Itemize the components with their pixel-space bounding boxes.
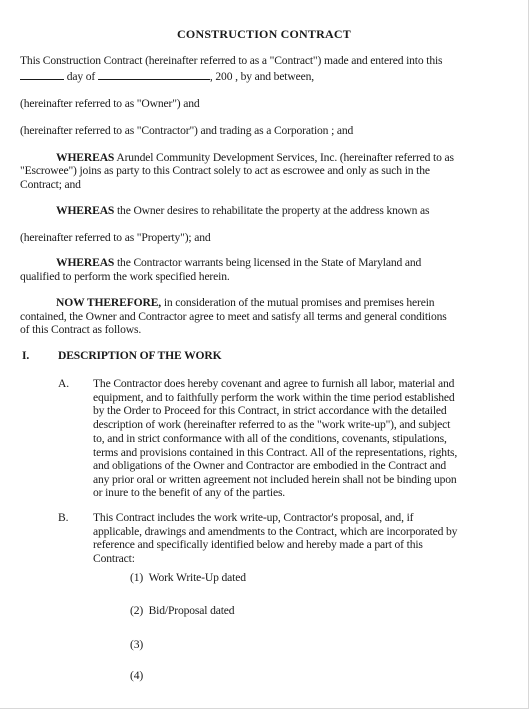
list-item-number: (3) [130, 638, 144, 651]
whereas-3-text: the Contractor warrants being licensed in the State of Maryland and [116, 256, 422, 269]
whereas-3-line-1 [56, 256, 421, 270]
clause-a-line: description of work (hereinafter referred to as the "work write-up"), and subject [93, 418, 451, 431]
clause-a-line: to, and in strict conformance with all of the conditions, covenants, stipulations, [93, 432, 447, 445]
property-line: (hereinafter referred to as "Property"); and [20, 231, 211, 244]
clause-b-line: applicable, drawings and amendments to the Contract, which are incorporated by [93, 525, 458, 538]
whereas-2-line-1 [56, 204, 429, 218]
list-item [130, 571, 246, 585]
list-item [130, 604, 234, 618]
clause-a-line: by the Order to Proceed for this Contract, in strict accordance with the detailed [93, 404, 447, 417]
list-item-text: Work Write-Up dated [148, 571, 246, 584]
clause-b-line: This Contract includes the work write-up, Contractor's proposal, and, if [93, 511, 414, 524]
now-therefore-line-1 [56, 296, 434, 310]
whereas-3-line-2: qualified to perform the work specified herein. [20, 270, 230, 283]
clause-b-line: reference and specifically identified below and hereby made a part of this [93, 538, 423, 551]
list-item [130, 638, 143, 652]
now-therefore-text: in consideration of the mutual promises and premises herein [163, 296, 435, 309]
whereas-2-text: the Owner desires to rehabilitate the property at the address known as [116, 204, 430, 217]
clause-a-line: The Contractor does hereby covenant and agree to furnish all labor, material and [93, 377, 455, 390]
clause-a-line: or inure to the benefit of any of the parties. [93, 486, 286, 499]
clause-b-line: Contract: [93, 552, 135, 565]
whereas-1-line-2: "Escrowee") joins as party to this Contract solely to act as escrowee and only as such in the [20, 164, 430, 177]
now-therefore-line-2: contained, the Owner and Contractor agree to meet and satisfy all terms and general conditions [20, 310, 447, 323]
list-item-number: (4) [130, 669, 144, 682]
section-heading: DESCRIPTION OF THE WORK [58, 349, 222, 362]
clause-a-line: terms and provisions contained in this Contract. All of the representations, rights, [93, 446, 458, 459]
clause-a-line: equipment, and to faithfully perform the work within the time period established [93, 391, 455, 404]
now-therefore-keyword: NOW THEREFORE, [56, 296, 162, 309]
intro-line-2-rest: , 200 , by and between, [209, 70, 314, 83]
whereas-1-text: Arundel Community Development Services, Inc. (hereinafter referred to as [116, 151, 454, 164]
list-item [130, 669, 143, 683]
now-therefore-line-3: of this Contract as follows. [20, 323, 142, 336]
intro-line-1: This Construction Contract (hereinafter referred to as a "Contract") made and entered into this [20, 54, 443, 67]
clause-b-label: B. [58, 511, 69, 524]
list-item-text: Bid/Proposal dated [148, 604, 235, 617]
list-item-number: (1) [130, 571, 144, 584]
document-title: CONSTRUCTION CONTRACT [177, 27, 351, 41]
intro-day-label: day of [66, 70, 96, 83]
section-number: I. [22, 349, 30, 362]
clause-a-label: A. [58, 377, 69, 390]
month-blank [98, 69, 210, 80]
day-blank [20, 69, 64, 80]
list-item-number: (2) [130, 604, 144, 617]
whereas-keyword: WHEREAS [56, 151, 115, 164]
whereas-1-line-3: Contract; and [20, 178, 81, 191]
whereas-1-line-1 [56, 151, 454, 165]
whereas-keyword: WHEREAS [56, 256, 115, 269]
contractor-line: (hereinafter referred to as "Contractor") and trading as a Corporation ; and [20, 124, 354, 137]
clause-a-line: any prior oral or written agreement not included herein shall not be binding upon [93, 473, 457, 486]
owner-line: (hereinafter referred to as "Owner") and [20, 97, 200, 110]
whereas-keyword: WHEREAS [56, 204, 115, 217]
clause-a-line: and obligations of the Owner and Contractor are embodied in the Contract and [93, 459, 447, 472]
intro-line-2 [20, 69, 314, 84]
